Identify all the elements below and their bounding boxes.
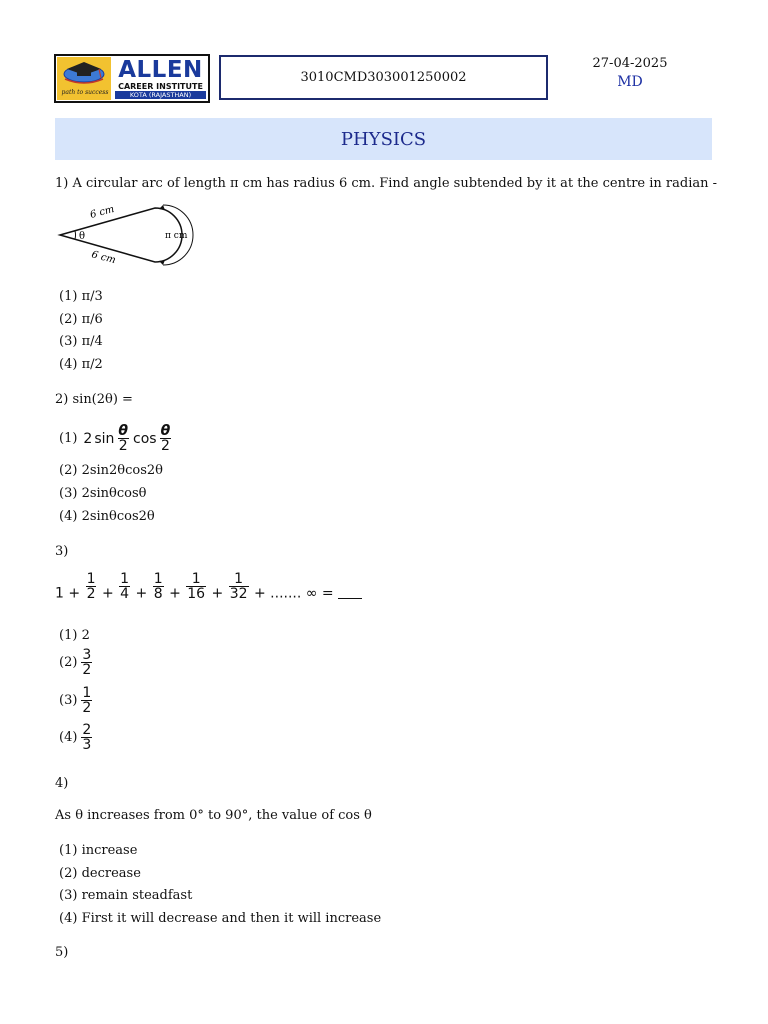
- option-3-1[interactable]: [59, 628, 90, 643]
- angle-mark: [75, 231, 76, 239]
- question-text: sin(2θ) =: [72, 392, 133, 407]
- math-coef: 2: [83, 430, 93, 447]
- allen-logo: [54, 54, 210, 103]
- option-2-4[interactable]: [59, 509, 155, 524]
- radius-label-bottom: 6 cm: [90, 249, 117, 267]
- logo-brand: ALLEN: [118, 57, 203, 83]
- option-text: π/4: [81, 334, 103, 349]
- logo-city: KOTA (RAJASTHAN): [115, 91, 206, 99]
- math-sin: sin: [94, 430, 115, 447]
- option-label: (1): [59, 843, 78, 858]
- exam-date: 27-04-2025: [592, 56, 668, 71]
- question-2: [55, 392, 133, 407]
- option-4-1[interactable]: [59, 843, 137, 858]
- option-3-2[interactable]: [59, 648, 93, 677]
- option-label: (2): [59, 312, 78, 327]
- option-1-2[interactable]: [59, 312, 103, 327]
- option-text: remain steadfast: [81, 888, 193, 903]
- series-term: $\frac{1}{2}$: [86, 571, 96, 602]
- radius-label-top: 6 cm: [88, 203, 116, 221]
- graduation-cap-icon: [57, 57, 111, 89]
- question-number: 5): [55, 945, 69, 960]
- option-label: (4): [59, 509, 78, 524]
- paper-code-box: [219, 55, 548, 100]
- set-code: MD: [617, 74, 643, 90]
- option-label: (3): [59, 888, 78, 903]
- question-text: A circular arc of length π cm has radius 6 cm. Find angle subtended by it at the centre in radian -: [72, 176, 717, 191]
- question-number: 3): [55, 544, 69, 559]
- option-label: (1): [59, 628, 78, 643]
- option-text: First it will decrease and then it will increase: [81, 911, 382, 926]
- option-text: π/3: [81, 289, 103, 304]
- logo-subtitle: CAREER INSTITUTE: [118, 82, 203, 91]
- option-label: (1): [59, 431, 78, 446]
- series-lead: 1: [55, 585, 64, 602]
- option-2-3[interactable]: [59, 486, 146, 501]
- series-term: $\frac{1}{16}$: [187, 571, 206, 602]
- option-2-1[interactable]: [59, 424, 172, 453]
- question-text: As θ increases from 0° to 90°, the value of cos θ: [55, 808, 372, 823]
- question-4: [55, 808, 372, 823]
- option-text: 2sinθcosθ: [81, 486, 147, 501]
- option-label: (1): [59, 289, 78, 304]
- option-4-2[interactable]: [59, 866, 141, 881]
- option-fraction: $\frac{1}{2}$: [82, 685, 92, 716]
- subject-header: [55, 118, 712, 160]
- arc-sector-figure: [55, 200, 205, 272]
- option-label: (4): [59, 357, 78, 372]
- math-cos: cos: [133, 430, 157, 447]
- option-1-3[interactable]: [59, 334, 103, 349]
- series-term: $\frac{1}{8}$: [153, 571, 163, 602]
- option-text: 2sin2θcos2θ: [81, 463, 164, 478]
- option-label: (2): [59, 866, 78, 881]
- series-expression: 1 + $\frac{1}{2}$ + $\frac{1}{4}$ + $\frac{1}{8}$ + $\frac{1}{16}$ + $\frac{1}{32}$ + ....... ∞ =: [55, 572, 362, 602]
- option-text: π/2: [81, 357, 103, 372]
- logo-tagline: path to success: [61, 89, 109, 96]
- option-fraction: $\frac{3}{2}$: [82, 647, 92, 678]
- angle-label: θ: [79, 231, 86, 242]
- option-text: 2sinθcos2θ: [81, 509, 155, 524]
- series-term: $\frac{1}{32}$: [229, 571, 248, 602]
- option-1-1[interactable]: [59, 289, 103, 304]
- option-4-3[interactable]: [59, 888, 192, 903]
- option-label: (4): [59, 911, 78, 926]
- option-fraction: $\frac{2}{3}$: [82, 722, 92, 753]
- option-text: decrease: [81, 866, 141, 881]
- option-2-2[interactable]: [59, 463, 163, 478]
- series-tail: + ....... ∞ =: [254, 585, 334, 602]
- option-text: 2: [81, 628, 90, 643]
- math-fraction: $\frac{\theta}{2}$: [160, 423, 171, 454]
- question-3: [55, 544, 68, 559]
- option-label: (4): [59, 730, 78, 745]
- option-3-4[interactable]: [59, 723, 93, 752]
- question-1: [55, 176, 717, 191]
- option-4-4[interactable]: [59, 911, 381, 926]
- question-number: 2): [55, 392, 69, 407]
- option-text: π/6: [81, 312, 103, 327]
- math-fraction: $\frac{\theta}{2}$: [118, 423, 129, 454]
- subject-title: PHYSICS: [340, 128, 427, 150]
- question-number: 1): [55, 176, 69, 191]
- option-1-4[interactable]: [59, 357, 103, 372]
- logo-emblem: [57, 57, 111, 100]
- paper-code: 3010CMD303001250002: [300, 70, 467, 85]
- option-label: (3): [59, 334, 78, 349]
- question-4-number: [55, 776, 68, 791]
- option-label: (3): [59, 486, 78, 501]
- question-number: 4): [55, 776, 69, 791]
- question-5: [55, 945, 68, 960]
- option-3-3[interactable]: [59, 686, 93, 715]
- option-label: (2): [59, 463, 78, 478]
- option-label: (3): [59, 693, 78, 708]
- answer-blank: [338, 598, 362, 599]
- arc-label: π cm: [165, 231, 188, 241]
- option-label: (2): [59, 655, 78, 670]
- option-text: increase: [81, 843, 138, 858]
- series-term: $\frac{1}{4}$: [120, 571, 130, 602]
